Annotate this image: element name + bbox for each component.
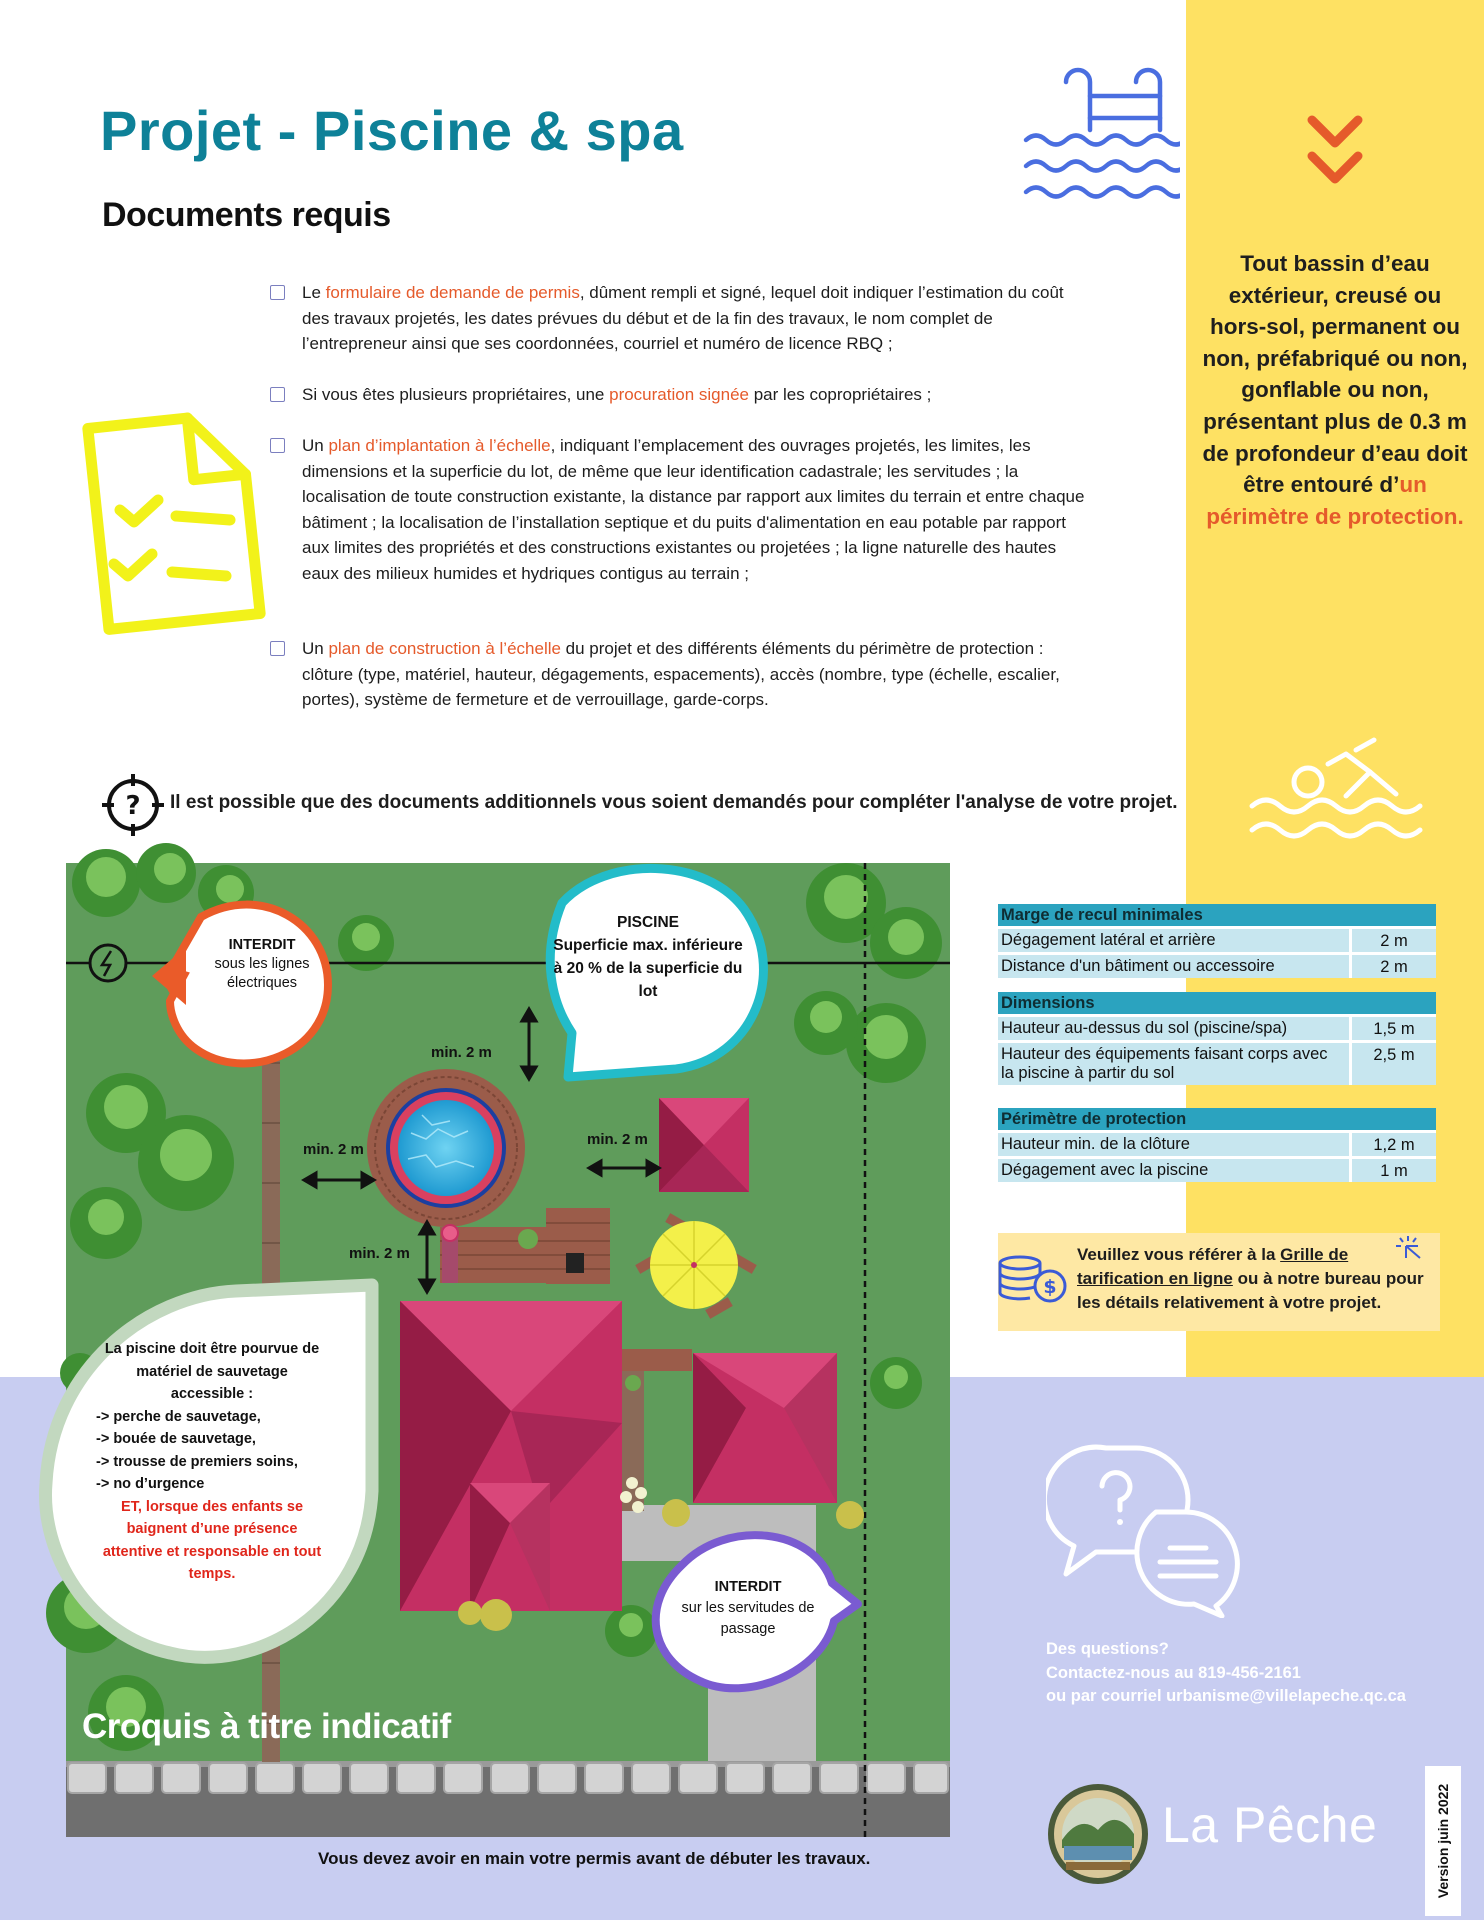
checkbox[interactable] <box>270 285 285 300</box>
table-row <box>998 952 1436 978</box>
dimension-label: min. 2 m <box>587 1131 648 1148</box>
requirement-highlight: formulaire de demande de permis <box>325 283 580 302</box>
dimension-label: min. 2 m <box>349 1245 410 1262</box>
safety-item: -> trousse de premiers soins, <box>96 1453 298 1470</box>
table-cell-value: 1,2 m <box>1349 1133 1436 1156</box>
pricing-note-text: ou à notre bureau pour les détails relativement à votre projet. <box>1077 1269 1424 1312</box>
safety-warning: ET, lorsque des enfants se baignent d’une présence attentive et responsable en tout temps. <box>102 1498 322 1582</box>
page-title: Projet - Piscine & spa <box>100 99 684 162</box>
safety-item: -> bouée de sauvetage, <box>96 1431 256 1447</box>
setback-table <box>998 904 1436 978</box>
brand-name: La Pêche <box>1162 1797 1378 1853</box>
requirement-text: du projet et des différents éléments du périmètre de protection : clôture (type, matériel, hauteur, dégagements, espacements), accès (nombre, type (échelle, escalier, portes), système de fermeture et de verrouillage, garde-corps. <box>302 639 1060 709</box>
dimension-label: min. 2 m <box>303 1141 364 1158</box>
table-row <box>998 1014 1436 1040</box>
contact-block <box>1046 1638 1406 1709</box>
dimensions-table <box>998 992 1436 1085</box>
version-text: Version juin 2022 <box>1435 1783 1451 1899</box>
pricing-grid-link[interactable]: Grille de tarification en ligne <box>1077 1245 1349 1288</box>
permit-reminder: Vous devez avoir en main votre permis avant de débuter les travaux. <box>318 1849 871 1868</box>
table-cell-value: 2 m <box>1349 929 1436 952</box>
table-row <box>998 1156 1436 1182</box>
contact-phone: Contactez-nous au 819-456-2161 <box>1046 1663 1301 1682</box>
table-cell-label: Distance d'un bâtiment ou accessoire <box>1001 957 1275 975</box>
power-line-warning <box>202 936 322 993</box>
requirement-text: , indiquant l’emplacement des ouvrages projetés, les limites, les dimensions et la superficie du lot, de même que leur identification cadastrale; les servitudes ; la localisation de toute construction existante, la distance par rapport aux limites du terrain et entre chaque bâtiment ; la localisation de l’installation septique et du puits d'alimentation en eau potable par rapport aux limites des propriétés et des constructions existantes ou projetées ; la ligne naturelle des hautes eaux des milieux humides et hydriques contigus au terrain ; <box>302 436 1085 583</box>
table-section-title: Marge de recul minimales <box>998 904 1436 926</box>
swimmer-icon <box>1246 732 1426 844</box>
passage-warning <box>676 1577 820 1640</box>
pricing-note <box>1077 1243 1439 1315</box>
table-row <box>998 926 1436 952</box>
power-line-warning-title: INTERDIT <box>228 937 296 953</box>
requirement-item <box>270 280 1090 357</box>
requirement-highlight: plan d’implantation à l’échelle <box>328 436 551 455</box>
table-section-title: Périmètre de protection <box>998 1108 1436 1130</box>
table-cell-value: 2 m <box>1349 955 1436 978</box>
pool-ladder-icon <box>1020 62 1180 208</box>
table-row <box>998 1130 1436 1156</box>
passage-warning-title: INTERDIT <box>714 1579 782 1595</box>
coins-dollar-icon <box>996 1254 1070 1306</box>
pool-definition-main: Tout bassin d’eau extérieur, creusé ou hors-sol, permanent ou non, préfabriqué ou non, gonflable ou non, présentant plus de 0.3 m de profondeur d’eau doit être entouré d’ <box>1202 251 1468 498</box>
pool-definition-text <box>1200 248 1470 532</box>
requirement-item <box>270 433 1090 586</box>
contact-line: Des questions? <box>1046 1640 1169 1658</box>
svg-text:?: ? <box>125 791 141 821</box>
svg-text:$: $ <box>1043 1276 1057 1298</box>
table-cell-label: Hauteur au-dessus du sol (piscine/spa) <box>1001 1019 1288 1037</box>
table-cell-label: Hauteur min. de la clôture <box>1001 1135 1190 1153</box>
chat-question-icon <box>1046 1440 1242 1618</box>
requirement-text: par les copropriétaires ; <box>748 385 932 404</box>
document-checklist-icon <box>80 408 266 636</box>
target-question-icon <box>100 772 166 838</box>
safety-item: -> perche de sauvetage, <box>96 1408 261 1425</box>
site-sketch <box>66 863 950 1837</box>
requirement-item <box>270 382 1090 408</box>
pricing-note-text: Veuillez vous référer à la <box>1077 1245 1281 1264</box>
power-line-warning-text: sous les lignes électriques <box>214 956 310 991</box>
table-cell-value: 2,5 m <box>1349 1043 1436 1085</box>
checkbox[interactable] <box>270 438 285 453</box>
requirement-text: Si vous êtes plusieurs propriétaires, une <box>302 385 610 404</box>
pool-definition-highlight: un périmètre de protection. <box>1206 472 1464 529</box>
contact-email[interactable]: ou par courriel urbanisme@villelapeche.qc.ca <box>1046 1687 1406 1705</box>
requirement-highlight: procuration signée <box>609 385 749 404</box>
table-cell-value: 1,5 m <box>1349 1017 1436 1040</box>
passage-warning-text: sur les servitudes de passage <box>681 1600 815 1637</box>
pool-area-note <box>548 911 748 1003</box>
table-cell-value: 1 m <box>1349 1159 1436 1182</box>
safety-items <box>96 1406 324 1496</box>
table-section-title: Dimensions <box>998 992 1436 1014</box>
requirement-text: Un <box>302 436 329 455</box>
protection-table <box>998 1108 1436 1182</box>
safety-intro: La piscine doit être pourvue de matériel de sauvetage accessible : <box>104 1341 320 1402</box>
checkbox[interactable] <box>270 387 285 402</box>
requirement-highlight: plan de construction à l’échelle <box>328 639 561 658</box>
sketch-caption: Croquis à titre indicatif <box>82 1707 451 1746</box>
safety-equipment-note <box>96 1338 324 1586</box>
table-cell-label: Dégagement avec la piscine <box>1001 1161 1209 1179</box>
additional-documents-note: Il est possible que des documents additionnels vous soient demandés pour compléter l'analyse de votre projet. <box>170 792 1178 813</box>
chevron-down-icon <box>1304 112 1366 194</box>
requirement-text: , dûment rempli et signé, lequel doit indiquer l’estimation du coût des travaux projetés, les dates prévues du début et de la fin des travaux, le nom complet de l’entrepreneur ainsi que ses coordonnées, courriel et numéro de licence RBQ ; <box>302 283 1064 353</box>
requirement-text: Le <box>302 283 326 302</box>
dimension-label: min. 2 m <box>431 1044 492 1061</box>
safety-item: -> no d’urgence <box>96 1476 205 1492</box>
table-cell-label: Hauteur des équipements faisant corps avec la piscine à partir du sol <box>1001 1045 1328 1082</box>
requirement-item <box>270 636 1090 713</box>
page-subtitle: Documents requis <box>102 196 391 234</box>
table-cell-label: Dégagement latéral et arrière <box>1001 931 1216 949</box>
requirement-text: Un <box>302 639 329 658</box>
municipal-seal-logo <box>1044 1780 1152 1888</box>
pool-area-title: PISCINE <box>616 914 679 931</box>
pool-area-text: Superficie max. inférieure à 20 % de la superficie du lot <box>553 937 743 1000</box>
checkbox[interactable] <box>270 641 285 656</box>
table-row <box>998 1040 1436 1085</box>
